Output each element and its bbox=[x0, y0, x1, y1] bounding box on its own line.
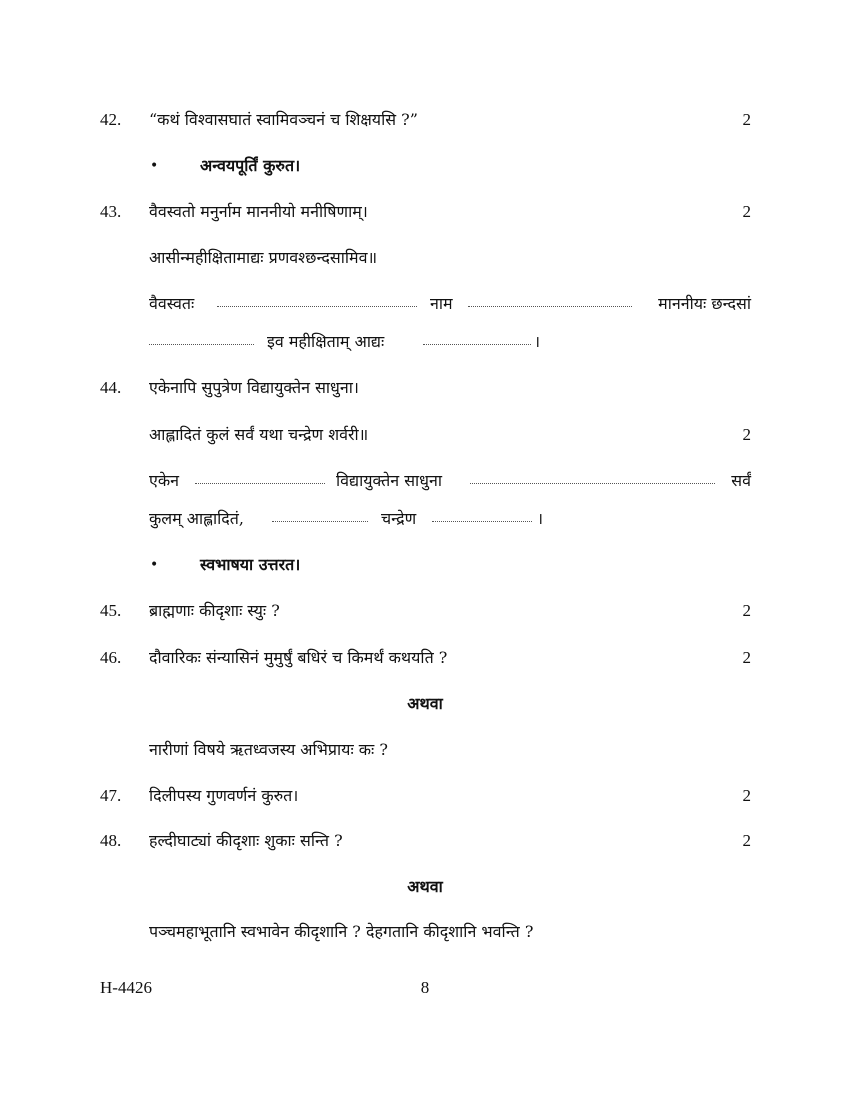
bullet-icon: • bbox=[150, 557, 159, 573]
question-48-alternative bbox=[0, 920, 850, 944]
question-43 bbox=[0, 200, 850, 224]
or-separator: अथवा bbox=[407, 694, 443, 713]
question-45 bbox=[0, 599, 850, 623]
marks: 2 bbox=[742, 425, 751, 444]
question-number: 47. bbox=[100, 786, 122, 805]
blank-line bbox=[195, 469, 325, 484]
question-number: 46. bbox=[100, 648, 122, 667]
marks: 2 bbox=[742, 648, 751, 667]
question-text: “कथं विश्वासघातं स्वामिवञ्चनं च शिक्षयसि ?” bbox=[149, 110, 418, 129]
verse-line-1: एकेनापि सुपुत्रेण विद्यायुक्तेन साधुना। bbox=[149, 378, 359, 397]
question-44-fill-row-2 bbox=[0, 507, 850, 531]
blank-line bbox=[149, 330, 254, 345]
verse-line-2: आसीन्महीक्षितामाद्यः प्रणवश्छन्दसामिव॥ bbox=[149, 248, 378, 267]
fill-label: चन्द्रेण bbox=[381, 509, 417, 528]
fill-label: वैवस्वतः bbox=[149, 294, 195, 313]
verse-line-2: आह्लादितं कुलं सर्वं यथा चन्द्रेण शर्वरी॥ bbox=[149, 425, 369, 444]
question-44-fill-row-1 bbox=[0, 469, 850, 493]
marks: 2 bbox=[742, 831, 751, 850]
page-number: 8 bbox=[420, 978, 430, 997]
question-43-verse-2 bbox=[0, 246, 850, 270]
blank-line bbox=[217, 292, 417, 307]
fill-end: । bbox=[534, 332, 541, 351]
section-title: अन्वयपूर्तिं कुरुत। bbox=[200, 156, 301, 175]
fill-label: इव महीक्षिताम् आद्यः bbox=[267, 332, 385, 351]
question-number: 48. bbox=[100, 831, 122, 850]
fill-end: । bbox=[537, 509, 544, 528]
question-44-verse-2 bbox=[0, 423, 850, 447]
bullet-icon: • bbox=[150, 158, 159, 174]
question-48 bbox=[0, 829, 850, 853]
marks: 2 bbox=[742, 110, 751, 129]
question-number: 43. bbox=[100, 202, 122, 221]
marks: 2 bbox=[742, 202, 751, 221]
question-46 bbox=[0, 646, 850, 670]
question-44 bbox=[0, 376, 850, 400]
blank-line bbox=[272, 507, 368, 522]
blank-line bbox=[470, 469, 715, 484]
question-46-alternative bbox=[0, 738, 850, 762]
question-text: दौवारिकः संन्यासिनं मुमुर्षुं बधिरं च किमर्थं कथयति ? bbox=[149, 648, 448, 667]
question-text: पञ्चमहाभूतानि स्वभावेन कीदृशानि ? देहगतानि कीदृशानि भवन्ति ? bbox=[149, 922, 534, 941]
section-heading-svabhasha bbox=[0, 553, 850, 577]
blank-line bbox=[423, 330, 531, 345]
question-47 bbox=[0, 784, 850, 808]
paper-code: H-4426 bbox=[100, 978, 152, 997]
fill-label: सर्वं bbox=[731, 471, 751, 490]
marks: 2 bbox=[742, 601, 751, 620]
section-title: स्वभाषया उत्तरत। bbox=[200, 555, 301, 574]
fill-label: एकेन bbox=[149, 471, 180, 490]
page-footer bbox=[0, 976, 850, 1000]
question-text: ब्राह्मणाः कीदृशाः स्युः ? bbox=[149, 601, 280, 620]
section-heading-anvaya bbox=[0, 154, 850, 178]
or-separator: अथवा bbox=[407, 877, 443, 896]
verse-line-1: वैवस्वतो मनुर्नाम माननीयो मनीषिणाम्। bbox=[149, 202, 368, 221]
marks: 2 bbox=[742, 786, 751, 805]
question-text: दिलीपस्य गुणवर्णनं कुरुत। bbox=[149, 786, 299, 805]
question-42 bbox=[0, 108, 850, 132]
question-number: 44. bbox=[100, 378, 122, 397]
question-text: नारीणां विषये ऋतध्वजस्य अभिप्रायः कः ? bbox=[149, 740, 388, 759]
fill-label: कुलम् आह्लादितं, bbox=[149, 509, 244, 528]
fill-label: विद्यायुक्तेन साधुना bbox=[336, 471, 443, 490]
question-number: 42. bbox=[100, 110, 122, 129]
question-text: हल्दीघाट्यां कीदृशाः शुकाः सन्ति ? bbox=[149, 831, 343, 850]
question-43-fill-row-2 bbox=[0, 330, 850, 354]
question-number: 45. bbox=[100, 601, 122, 620]
blank-line bbox=[468, 292, 632, 307]
blank-line bbox=[432, 507, 532, 522]
question-43-fill-row-1 bbox=[0, 292, 850, 316]
fill-label: नाम bbox=[430, 294, 453, 313]
fill-label: माननीयः छन्दसां bbox=[658, 294, 751, 313]
